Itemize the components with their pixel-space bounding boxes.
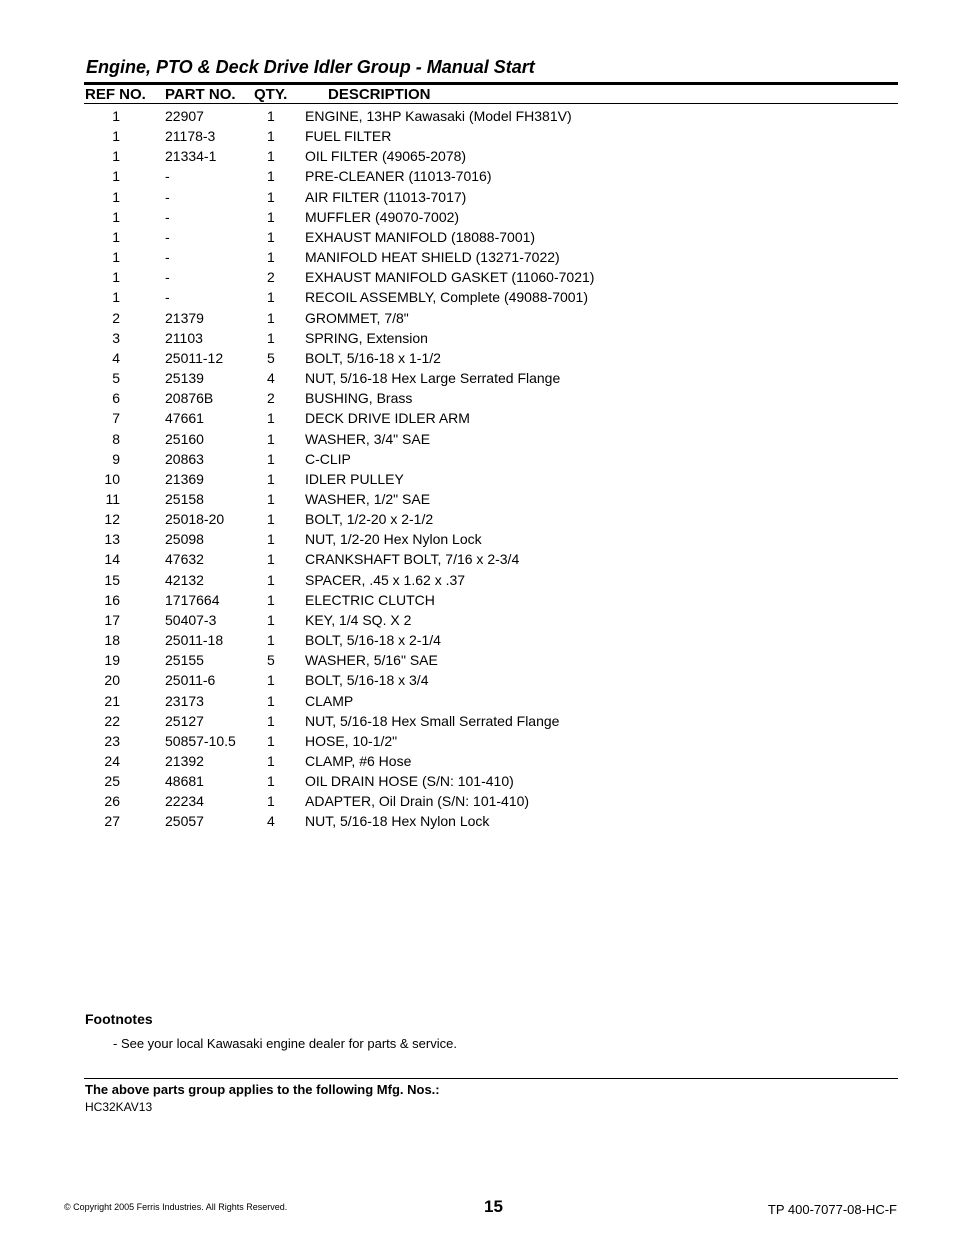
cell-description: EXHAUST MANIFOLD (18088-7001) xyxy=(305,228,536,245)
cell-qty: 1 xyxy=(267,511,275,528)
cell-ref-no: 14 xyxy=(104,551,120,568)
cell-part-no: - xyxy=(165,228,170,245)
cell-description: PRE-CLEANER (11013-7016) xyxy=(305,168,492,185)
cell-part-no: 25127 xyxy=(165,712,204,729)
cell-ref-no: 7 xyxy=(112,410,120,427)
cell-qty: 5 xyxy=(267,349,275,366)
footnotes-title: Footnotes xyxy=(85,1011,153,1027)
cell-part-no: - xyxy=(165,269,170,286)
table-row xyxy=(0,126,954,146)
cell-ref-no: 12 xyxy=(104,511,120,528)
cell-qty: 1 xyxy=(267,470,275,487)
table-row xyxy=(0,106,954,126)
cell-part-no: 47661 xyxy=(165,410,204,427)
table-row xyxy=(0,368,954,388)
cell-description: BOLT, 1/2-20 x 2-1/2 xyxy=(305,511,434,528)
cell-ref-no: 1 xyxy=(112,148,120,165)
table-row xyxy=(0,751,954,771)
table-row xyxy=(0,630,954,650)
cell-ref-no: 5 xyxy=(112,370,120,387)
cell-description: IDLER PULLEY xyxy=(305,470,404,487)
copyright-text: © Copyright 2005 Ferris Industries. All Rights Reserved. xyxy=(64,1202,288,1212)
cell-description: C-CLIP xyxy=(305,450,351,467)
cell-qty: 4 xyxy=(267,370,275,387)
cell-ref-no: 4 xyxy=(112,349,120,366)
cell-description: NUT, 5/16-18 Hex Small Serrated Flange xyxy=(305,712,560,729)
table-row xyxy=(0,509,954,529)
cell-part-no: 25098 xyxy=(165,531,204,548)
cell-qty: 1 xyxy=(267,168,275,185)
cell-qty: 1 xyxy=(267,249,275,266)
table-row xyxy=(0,449,954,469)
cell-part-no: 21379 xyxy=(165,309,204,326)
cell-qty: 1 xyxy=(267,531,275,548)
cell-part-no: - xyxy=(165,168,170,185)
cell-description: SPACER, .45 x 1.62 x .37 xyxy=(305,571,466,588)
header-qty: QTY. xyxy=(254,86,288,103)
cell-part-no: 21178-3 xyxy=(165,128,216,145)
header-rule xyxy=(84,103,898,104)
document-number: TP 400-7077-08-HC-F xyxy=(767,1202,897,1217)
cell-description: EXHAUST MANIFOLD GASKET (11060-7021) xyxy=(305,269,595,286)
cell-ref-no: 17 xyxy=(104,611,120,628)
table-row xyxy=(0,166,954,186)
cell-qty: 1 xyxy=(267,410,275,427)
cell-qty: 2 xyxy=(267,390,275,407)
table-row xyxy=(0,529,954,549)
cell-part-no: 21103 xyxy=(165,329,203,346)
mfg-number: HC32KAV13 xyxy=(85,1100,153,1114)
table-row xyxy=(0,771,954,791)
cell-description: OIL DRAIN HOSE (S/N: 101-410) xyxy=(305,773,514,790)
cell-description: WASHER, 5/16" SAE xyxy=(305,652,438,669)
table-row xyxy=(0,670,954,690)
cell-part-no: - xyxy=(165,289,170,306)
cell-ref-no: 27 xyxy=(104,813,120,830)
cell-part-no: 50407-3 xyxy=(165,611,217,628)
cell-ref-no: 1 xyxy=(112,249,120,266)
cell-part-no: 25139 xyxy=(165,370,204,387)
table-row xyxy=(0,408,954,428)
cell-description: BOLT, 5/16-18 x 1-1/2 xyxy=(305,349,441,366)
cell-ref-no: 20 xyxy=(104,672,120,689)
cell-ref-no: 11 xyxy=(105,490,120,507)
table-row xyxy=(0,207,954,227)
cell-qty: 1 xyxy=(267,692,275,709)
cell-part-no: 21392 xyxy=(165,753,204,769)
table-row xyxy=(0,348,954,368)
cell-ref-no: 22 xyxy=(104,712,120,729)
cell-qty: 1 xyxy=(267,128,275,145)
cell-qty: 1 xyxy=(267,773,275,790)
cell-qty: 1 xyxy=(267,672,275,689)
cell-description: ADAPTER, Oil Drain (S/N: 101-410) xyxy=(305,793,530,810)
page-number: 15 xyxy=(484,1197,503,1216)
cell-part-no: 25057 xyxy=(165,813,204,830)
cell-ref-no: 1 xyxy=(112,128,120,145)
cell-ref-no: 2 xyxy=(112,309,120,326)
table-row xyxy=(0,731,954,751)
table-row xyxy=(0,328,954,348)
table-row xyxy=(0,388,954,408)
cell-part-no: 50857-10.5 xyxy=(165,732,236,749)
table-header xyxy=(0,86,954,104)
table-row xyxy=(0,247,954,267)
cell-ref-no: 1 xyxy=(112,228,120,245)
cell-qty: 1 xyxy=(267,611,275,628)
cell-description: AIR FILTER (11013-7017) xyxy=(305,188,467,205)
cell-qty: 1 xyxy=(267,188,275,205)
cell-part-no: 25160 xyxy=(165,430,204,447)
cell-part-no: 20876B xyxy=(165,390,214,407)
cell-part-no: 25011-12 xyxy=(165,349,224,366)
cell-description: GROMMET, 7/8" xyxy=(305,309,409,326)
cell-description: NUT, 1/2-20 Hex Nylon Lock xyxy=(305,531,482,548)
cell-qty: 1 xyxy=(267,289,275,306)
cell-ref-no: 1 xyxy=(112,208,120,225)
table-row xyxy=(0,650,954,670)
page-title: Engine, PTO & Deck Drive Idler Group - Manual Start xyxy=(86,57,535,77)
cell-description: WASHER, 1/2" SAE xyxy=(305,490,431,507)
cell-part-no: 48681 xyxy=(165,773,204,790)
cell-part-no: 1717664 xyxy=(165,591,220,608)
table-row xyxy=(0,308,954,328)
header-ref-no: REF NO. xyxy=(85,86,146,103)
table-row xyxy=(0,267,954,287)
table-row xyxy=(0,146,954,166)
cell-qty: 1 xyxy=(267,793,275,810)
cell-part-no: 25011-6 xyxy=(165,672,216,689)
cell-description: MANIFOLD HEAT SHIELD (13271-7022) xyxy=(305,249,560,266)
cell-description: NUT, 5/16-18 Hex Large Serrated Flange xyxy=(305,370,561,387)
cell-part-no: - xyxy=(165,188,170,205)
table-row xyxy=(0,549,954,569)
cell-ref-no: 10 xyxy=(104,470,120,487)
cell-part-no: 20863 xyxy=(165,450,204,467)
cell-qty: 1 xyxy=(267,430,275,447)
cell-qty: 1 xyxy=(267,309,275,326)
cell-qty: 1 xyxy=(267,732,275,749)
cell-part-no: - xyxy=(165,249,170,266)
applies-to-label: The above parts group applies to the following Mfg. Nos.: xyxy=(85,1082,440,1097)
table-row xyxy=(0,691,954,711)
cell-ref-no: 6 xyxy=(112,390,120,407)
cell-qty: 5 xyxy=(267,652,275,669)
cell-description: OIL FILTER (49065-2078) xyxy=(305,148,467,165)
cell-description: SPRING, Extension xyxy=(305,329,428,346)
cell-qty: 1 xyxy=(267,490,275,507)
cell-part-no: 22234 xyxy=(165,793,204,810)
title-rule xyxy=(84,82,898,85)
cell-part-no: 25158 xyxy=(165,490,204,507)
cell-description: NUT, 5/16-18 Hex Nylon Lock xyxy=(305,813,490,830)
cell-ref-no: 23 xyxy=(104,732,120,749)
cell-qty: 2 xyxy=(267,269,275,286)
cell-qty: 1 xyxy=(267,591,275,608)
cell-qty: 1 xyxy=(267,571,275,588)
table-row xyxy=(0,287,954,307)
cell-ref-no: 16 xyxy=(104,591,120,608)
table-row xyxy=(0,469,954,489)
cell-ref-no: 3 xyxy=(112,329,120,346)
cell-ref-no: 1 xyxy=(112,108,120,124)
cell-description: BOLT, 5/16-18 x 3/4 xyxy=(305,672,429,689)
cell-ref-no: 9 xyxy=(112,450,120,467)
cell-ref-no: 24 xyxy=(104,753,120,769)
cell-ref-no: 1 xyxy=(112,289,120,306)
table-row xyxy=(0,489,954,509)
footnote-text: - See your local Kawasaki engine dealer for parts & service. xyxy=(113,1036,457,1051)
applies-rule xyxy=(84,1078,898,1079)
table-row xyxy=(0,811,954,831)
cell-part-no: 42132 xyxy=(165,571,204,588)
cell-description: CLAMP, #6 Hose xyxy=(305,753,412,769)
cell-part-no: 47632 xyxy=(165,551,204,568)
table-row xyxy=(0,791,954,811)
table-row xyxy=(0,227,954,247)
cell-description: MUFFLER (49070-7002) xyxy=(305,208,460,225)
cell-description: DECK DRIVE IDLER ARM xyxy=(305,410,470,427)
cell-ref-no: 25 xyxy=(104,773,120,790)
cell-qty: 1 xyxy=(267,208,275,225)
cell-ref-no: 1 xyxy=(112,168,120,185)
cell-qty: 1 xyxy=(267,712,275,729)
table-row xyxy=(0,711,954,731)
table-row xyxy=(0,570,954,590)
cell-qty: 1 xyxy=(267,329,275,346)
cell-description: BUSHING, Brass xyxy=(305,390,413,407)
cell-description: ENGINE, 13HP Kawasaki (Model FH381V) xyxy=(305,108,572,124)
cell-part-no: - xyxy=(165,208,170,225)
cell-ref-no: 26 xyxy=(104,793,120,810)
cell-part-no: 25018-20 xyxy=(165,511,225,528)
cell-description: BOLT, 5/16-18 x 2-1/4 xyxy=(305,632,441,649)
cell-ref-no: 1 xyxy=(112,269,120,286)
table-row xyxy=(0,590,954,610)
cell-ref-no: 13 xyxy=(104,531,120,548)
cell-description: KEY, 1/4 SQ. X 2 xyxy=(305,611,412,628)
cell-part-no: 23173 xyxy=(165,692,204,709)
cell-description: ELECTRIC CLUTCH xyxy=(305,591,435,608)
parts-table xyxy=(0,106,954,832)
cell-qty: 1 xyxy=(267,551,275,568)
cell-ref-no: 19 xyxy=(104,652,120,669)
cell-part-no: 21334-1 xyxy=(165,148,217,165)
cell-description: CLAMP xyxy=(305,692,354,709)
cell-qty: 1 xyxy=(267,228,275,245)
cell-ref-no: 21 xyxy=(104,692,120,709)
cell-description: FUEL FILTER xyxy=(305,128,392,145)
cell-part-no: 21369 xyxy=(165,470,204,487)
cell-qty: 1 xyxy=(267,753,275,769)
cell-description: CRANKSHAFT BOLT, 7/16 x 2-3/4 xyxy=(305,551,520,568)
table-row xyxy=(0,429,954,449)
cell-part-no: 25011-18 xyxy=(165,632,224,649)
cell-description: RECOIL ASSEMBLY, Complete (49088-7001) xyxy=(305,289,589,306)
cell-ref-no: 18 xyxy=(104,632,120,649)
cell-part-no: 25155 xyxy=(165,652,204,669)
cell-ref-no: 8 xyxy=(112,430,120,447)
header-description: DESCRIPTION xyxy=(328,86,431,103)
cell-ref-no: 1 xyxy=(112,188,120,205)
cell-qty: 1 xyxy=(267,632,275,649)
cell-description: HOSE, 10-1/2" xyxy=(305,732,398,749)
cell-ref-no: 15 xyxy=(104,571,120,588)
cell-description: WASHER, 3/4" SAE xyxy=(305,430,431,447)
header-part-no: PART NO. xyxy=(165,86,236,103)
cell-part-no: 22907 xyxy=(165,108,204,124)
table-row xyxy=(0,610,954,630)
cell-qty: 1 xyxy=(267,450,275,467)
cell-qty: 1 xyxy=(267,148,275,165)
cell-qty: 4 xyxy=(267,813,275,830)
table-row xyxy=(0,187,954,207)
cell-qty: 1 xyxy=(267,108,275,124)
